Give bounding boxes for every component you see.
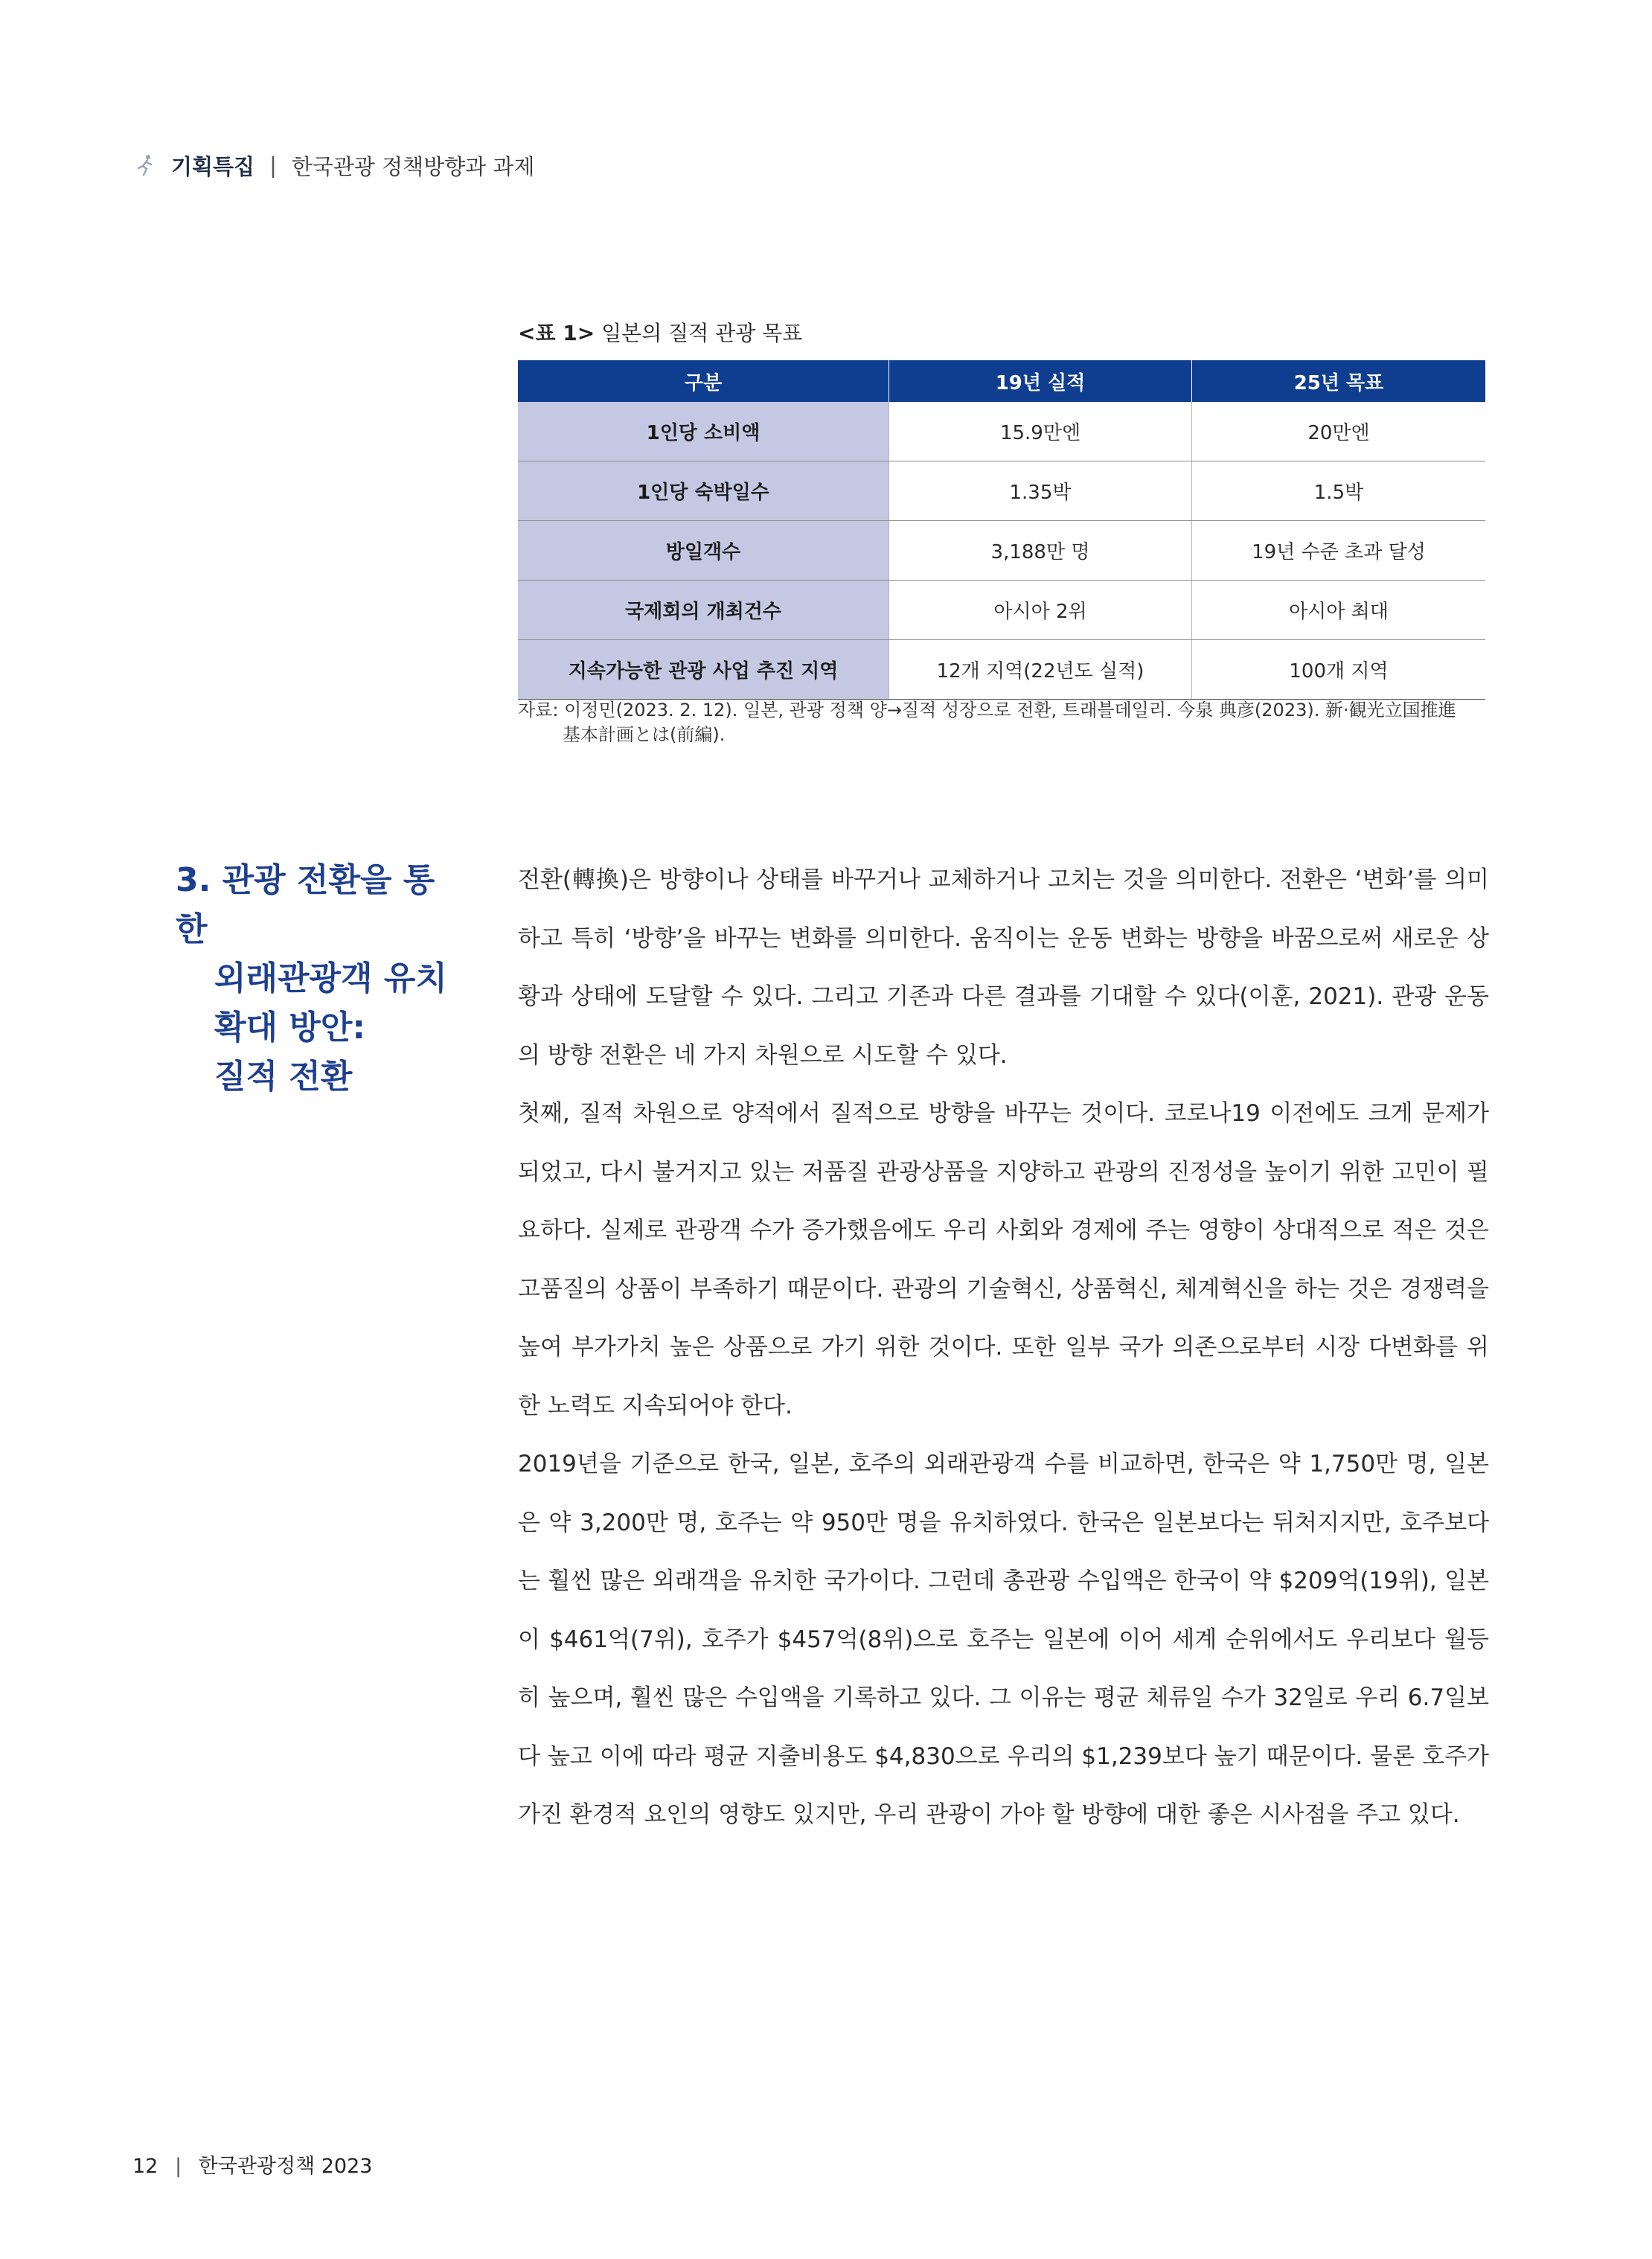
table-caption (518, 317, 802, 347)
header-separator: | (269, 153, 277, 178)
paragraph-quality-dimension: 첫째, 질적 차원으로 양적에서 질적으로 방향을 바꾸는 것이다. 코로나19 이전에도 크게 문제가 되었고, 다시 불거지고 있는 저품질 관광상품을 지양하고 관광의 진정성을 높이기 위한 고민이 필요하다. 실제로 관광객 수가 증가했음에도 우리 사회와 경제에 주는 영향이 상대적으로 적은 것은 고품질의 상품이 부족하기 때문이다. 관광의 기술혁신, 상품혁신, 체계혁신을 하는 것은 경쟁력을 높여 부가가치 높은 상품으로 가기 위한 것이다. 또한 일부 국가 의존으로부터 시장 다변화를 위한 노력도 지속되어야 한다. (518, 1100, 1489, 1419)
footer-separator: | (174, 2155, 182, 2178)
section-heading-line-3: 확대 방안: (214, 1009, 365, 1047)
section-heading (176, 856, 466, 1102)
cell-2019: 15.9만엔 (889, 402, 1192, 461)
section-heading-line-4: 질적 전환 (214, 1058, 353, 1096)
cell-2019: 12개 지역(22년도 실적) (889, 640, 1192, 700)
table-row (518, 461, 1485, 521)
table-row (518, 640, 1485, 700)
row-label: 방일객수 (518, 521, 889, 581)
column-header-2019: 19년 실적 (889, 360, 1192, 402)
source-line-2: 基本計画とは(前編). (563, 724, 726, 745)
cell-2025: 아시아 최대 (1192, 581, 1486, 640)
cell-2025: 20만엔 (1192, 402, 1486, 461)
runner-icon (132, 153, 158, 178)
header-feature-label: 기획특집 (171, 153, 255, 179)
column-header-category: 구분 (518, 360, 889, 402)
header-topic: 한국관광 정책방향과 과제 (291, 153, 535, 179)
section-heading-line-2: 외래관광객 유치 (214, 959, 447, 997)
paragraph-definition: 전환(轉換)은 방향이나 상태를 바꾸거나 교체하거나 고치는 것을 의미한다. 전환은 ‘변화’를 의미하고 특히 ‘방향’을 바꾸는 변화를 의미한다. 움직이는 운동 변화는 방향을 바꿈으로써 새로운 상황과 상태에 도달할 수 있다. 그리고 기존과 다른 결과를 기대할 수 있다(이훈, 2021). 관광 운동의 방향 전환은 네 가지 차원으로 시도할 수 있다. (518, 866, 1489, 1069)
cell-2025: 19년 수준 초과 달성 (1192, 521, 1486, 581)
table-caption-title: 일본의 질적 관광 목표 (601, 321, 803, 345)
column-header-2025: 25년 목표 (1192, 360, 1486, 402)
source-line-1: 자료: 이정민(2023. 2. 12). 일본, 관광 정책 양→질적 성장으로 전환, 트래블데일리. 今泉 典彦(2023). 新·観光立国推進 (518, 700, 1456, 720)
row-label: 1인당 소비액 (518, 402, 889, 461)
cell-2025: 1.5박 (1192, 461, 1486, 521)
japan-quality-tourism-table (518, 360, 1485, 700)
body-text (518, 851, 1489, 1844)
table-header-row (518, 360, 1485, 402)
publication-title: 한국관광정책 2023 (198, 2155, 373, 2178)
cell-2019: 3,188만 명 (889, 521, 1192, 581)
table-caption-label: <표 1> (518, 321, 595, 345)
section-heading-line-1: 3. 관광 전환을 통한 (176, 861, 435, 948)
row-label: 국제회의 개최건수 (518, 581, 889, 640)
running-header (132, 143, 534, 188)
table-source-note (518, 698, 1489, 747)
cell-2019: 아시아 2위 (889, 581, 1192, 640)
row-label: 1인당 숙박일수 (518, 461, 889, 521)
table-row (518, 402, 1485, 461)
paragraph-country-comparison: 2019년을 기준으로 한국, 일본, 호주의 외래관광객 수를 비교하면, 한국은 약 1,750만 명, 일본은 약 3,200만 명, 호주는 약 950만 명을 유치하였다. 한국은 일본보다는 뒤처지지만, 호주보다는 훨씬 많은 외래객을 유치한 국가이다. 그런데 총관광 수입액은 한국이 약 $209억(19위), 일본이 $461억(7위), 호주가 $457억(8위)으로 호주는 일본에 이어 세계 순위에서도 우리보다 월등히 높으며, 훨씬 많은 수입액을 기록하고 있다. 그 이유는 평균 체류일 수가 32일로 우리 6.7일보다 높고 이에 따라 평균 지출비용도 $4,830으로 우리의 $1,239보다 높기 때문이다. 물론 호주가 가진 환경적 요인의 영향도 있지만, 우리 관광이 가야 할 방향에 대한 좋은 시사점을 주고 있다. (518, 1451, 1489, 1828)
row-label: 지속가능한 관광 사업 추진 지역 (518, 640, 889, 700)
page-number: 12 (132, 2155, 159, 2178)
table-row (518, 521, 1485, 581)
page-footer (132, 2150, 372, 2179)
cell-2019: 1.35박 (889, 461, 1192, 521)
cell-2025: 100개 지역 (1192, 640, 1486, 700)
table-row (518, 581, 1485, 640)
